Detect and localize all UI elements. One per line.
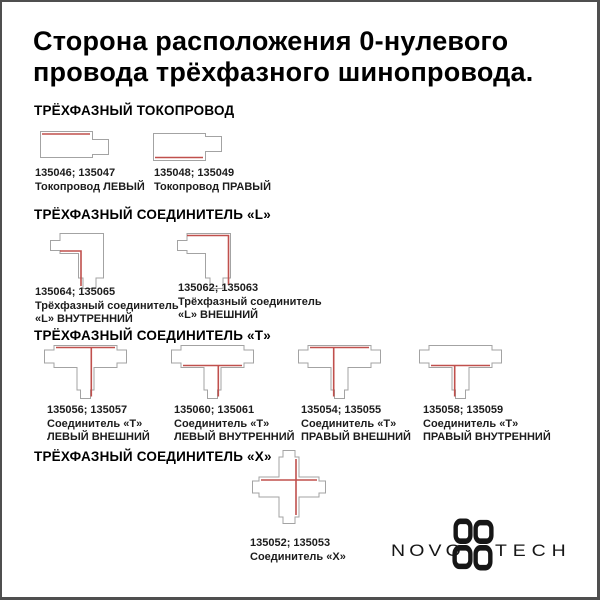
product-name: Соединитель «Т»	[423, 417, 519, 430]
diagram-l-outer	[177, 231, 231, 289]
section-heading-x: ТРЁХФАЗНЫЙ СОЕДИНИТЕЛЬ «Х»	[34, 449, 272, 464]
product-name: «L» ВНУТРЕННИЙ	[35, 313, 133, 325]
connector-outline	[41, 132, 109, 158]
section-heading-l: ТРЁХФАЗНЫЙ СОЕДИНИТЕЛЬ «L»	[34, 207, 271, 222]
page-title	[33, 26, 593, 88]
product-name: Соединитель «Х»	[250, 550, 346, 563]
product-label	[250, 537, 346, 564]
product-code: 135064; 135065	[35, 286, 116, 298]
diagram-l-inner	[50, 231, 104, 289]
connector-outline	[45, 346, 127, 399]
connector-outline	[420, 346, 502, 399]
product-label	[47, 404, 150, 445]
connector-outline	[172, 346, 254, 399]
product-label	[174, 404, 295, 445]
diagram-t-right-outer	[298, 345, 381, 399]
product-name: Токопровод ПРАВЫЙ	[154, 180, 271, 193]
connector-outline	[299, 346, 381, 399]
product-name: Соединитель «Т»	[47, 417, 143, 430]
product-name: «L» ВНЕШНИЙ	[178, 309, 259, 321]
novotech-pinwheel-icon	[452, 518, 494, 571]
product-label	[154, 167, 271, 194]
page-title-line1: Сторона расположения 0-нулевого	[33, 26, 509, 56]
product-name: ЛЕВЫЙ ВНЕШНИЙ	[47, 431, 150, 443]
product-name: Соединитель «Т»	[301, 417, 397, 430]
product-code: 135052; 135053	[250, 537, 331, 549]
product-name: Трёхфазный соединитель	[35, 299, 179, 312]
diagram-t-left-outer	[44, 345, 127, 399]
product-name: ПРАВЫЙ ВНУТРЕННИЙ	[423, 431, 551, 443]
product-label	[35, 286, 179, 327]
page-title-line2: провода трёхфазного шинопровода.	[33, 57, 534, 87]
product-name: Соединитель «Т»	[174, 417, 270, 430]
diagram-t-left-inner	[171, 345, 254, 399]
product-label	[178, 282, 322, 323]
neutral-wire-line	[60, 251, 81, 286]
section-heading-feed: ТРЁХФАЗНЫЙ ТОКОПРОВОД	[34, 103, 235, 118]
logo-text-novo: NOVO	[391, 542, 465, 560]
product-name: ПРАВЫЙ ВНЕШНИЙ	[301, 431, 411, 443]
product-label	[35, 167, 145, 194]
product-name: Трёхфазный соединитель	[178, 295, 322, 308]
connector-outline	[178, 234, 231, 289]
product-label	[423, 404, 551, 445]
connector-outline	[253, 451, 326, 524]
product-code: 135056; 135057	[47, 404, 128, 416]
connector-outline	[51, 234, 104, 289]
connector-outline	[154, 134, 222, 161]
product-name: Токопровод ЛЕВЫЙ	[35, 180, 145, 193]
product-code: 135062; 135063	[178, 282, 259, 294]
logo-petals	[455, 521, 492, 567]
product-code: 135060; 135061	[174, 404, 255, 416]
product-code: 135058; 135059	[423, 404, 504, 416]
diagram-feed-right	[153, 133, 223, 161]
product-code: 135054; 135055	[301, 404, 382, 416]
product-name: ЛЕВЫЙ ВНУТРЕННИЙ	[174, 431, 295, 443]
section-heading-t: ТРЁХФАЗНЫЙ СОЕДИНИТЕЛЬ «Т»	[34, 328, 271, 343]
diagram-x	[252, 450, 326, 524]
product-code: 135046; 135047	[35, 167, 116, 179]
diagram-t-right-inner	[419, 345, 502, 399]
product-label	[301, 404, 411, 445]
logo-text-tech: TECH	[495, 542, 572, 560]
product-code: 135048; 135049	[154, 167, 235, 179]
diagram-feed-left	[40, 131, 110, 158]
